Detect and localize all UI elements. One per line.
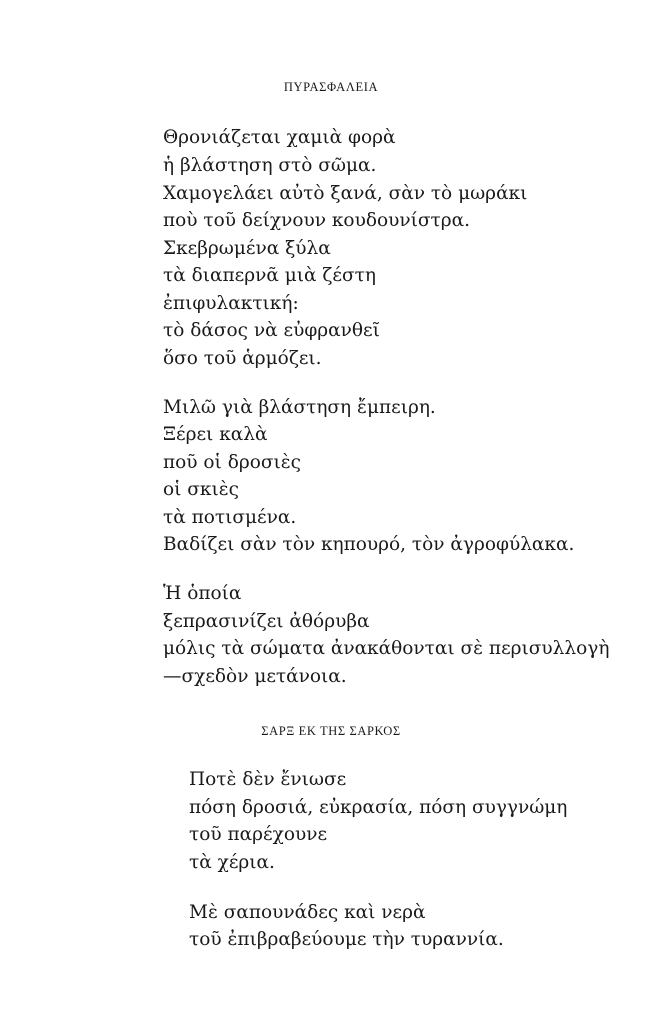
poem-line: τὰ χέρια.	[189, 852, 275, 873]
poem-line: Μὲ σαπουνάδες καὶ νερὰ	[189, 902, 426, 923]
poem-line: ὅσο τοῦ ἁρμόζει.	[163, 348, 322, 369]
poem-line: Μιλῶ γιὰ βλάστηση ἔμπειρη.	[163, 397, 436, 418]
poem-line: —σχεδὸν μετάνοια.	[163, 666, 347, 687]
poem-line: Θρονιάζεται χαμιὰ φορὰ	[163, 127, 396, 148]
poem-line: Βαδίζει σὰν τὸν κηπουρό, τὸν ἀγροφύλακα.	[163, 534, 575, 555]
poem-line: τὸ δάσος νὰ εὐφρανθεῖ	[163, 320, 380, 341]
poem-line: ἡ βλάστηση στὸ σῶμα.	[163, 155, 377, 176]
poem-line: πόση δροσιά, εὐκρασία, πόση συγγνώμη	[189, 797, 568, 818]
poem-line: τοῦ ἐπιβραβεύουμε τὴν τυραννία.	[189, 929, 504, 950]
poem-line: Ποτὲ δὲν ἔνιωσε	[189, 769, 347, 790]
poem-line: Ἡ ὁποία	[163, 583, 242, 604]
poem-line: τὰ διαπερνᾶ μιὰ ζέστη	[163, 265, 376, 286]
poem-title: ΠΥΡΑΣΦΑΛΕΙΑ	[283, 80, 379, 94]
poem-line: τὰ ποτισμένα.	[163, 507, 297, 528]
poem-line: ξεπρασινίζει ἀθόρυβα	[163, 611, 370, 632]
poem-line: μόλις τὰ σώματα ἀνακάθονται σὲ περισυλλογὴ	[163, 638, 610, 659]
poem-line: οἱ σκιὲς	[163, 479, 240, 500]
poem-line: τοῦ παρέχουνε	[189, 824, 328, 845]
poem-line: ποῦ οἱ δροσιὲς	[163, 452, 302, 473]
poem-line: Σκεβρωμένα ξύλα	[163, 238, 331, 259]
poem-line: ποὺ τοῦ δείχνουν κουδουνίστρα.	[163, 210, 470, 231]
poem-line: Χαμογελάει αὐτὸ ξανά, σὰν τὸ μωράκι	[163, 183, 528, 204]
poem-line: ἐπιφυλακτική:	[163, 293, 299, 314]
poem-title: ΣΑΡΞ ΕΚ ΤΗΣ ΣΑΡΚΟΣ	[261, 724, 401, 738]
poem-line: Ξέρει καλὰ	[163, 424, 268, 445]
